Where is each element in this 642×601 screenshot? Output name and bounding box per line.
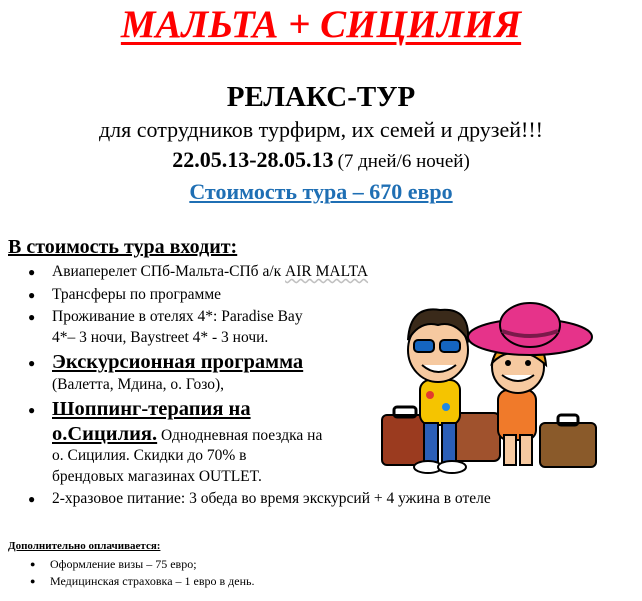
- list-item: [8, 556, 255, 573]
- bullet-icon: ●: [28, 310, 36, 324]
- dates-value: 22.05.13-28.05.13: [172, 147, 334, 172]
- flight-text: Авиаперелет СПб-Мальта-СПб а/к: [52, 263, 286, 280]
- boy-shirt: [420, 380, 460, 425]
- shopping-text-3: брендовых магазинах OUTLET.: [52, 467, 262, 485]
- shopping-text-1: Однодневная поездка на: [157, 426, 323, 444]
- hotel-line-1: Проживание в отелях 4*: Paradise Bay: [52, 308, 303, 325]
- bullet-icon: ●: [28, 287, 36, 302]
- bullet-icon: ●: [30, 559, 36, 569]
- audience-text: для сотрудников турфирм, их семей и друзей!!!: [98, 117, 544, 142]
- bullet-icon: ●: [30, 576, 36, 586]
- list-item: [8, 262, 608, 283]
- shopping-text-2: о. Сицилия. Скидки до 70% в: [52, 447, 247, 464]
- meals-text: 2-хразовое питание: 3 обеда во время экскурсий + 4 ужина в отеле: [52, 490, 491, 507]
- sunglasses-icon: [414, 340, 434, 352]
- extra-list: [8, 556, 255, 590]
- bullet-icon: ●: [28, 356, 36, 370]
- list-item: [8, 573, 255, 590]
- bullet-icon: ●: [28, 265, 36, 279]
- extra-heading: Дополнительно оплачивается:: [8, 540, 161, 552]
- shopping-title-2: о.Сицилия.: [52, 422, 158, 445]
- tour-subtitle: РЕЛАКС-ТУР: [226, 81, 416, 113]
- list-item: [8, 489, 608, 510]
- shopping-title-1: Шоппинг-терапия на: [52, 398, 251, 420]
- excursion-title: Экскурсионная программа: [52, 351, 304, 373]
- suitcase-right: [540, 423, 596, 467]
- excursion-places: (Валетта, Мдина, о. Гозо),: [52, 375, 225, 393]
- included-heading: В стоимость тура входит:: [8, 236, 238, 258]
- list-item: [8, 350, 372, 395]
- visa-text: Оформление визы – 75 евро;: [50, 557, 197, 571]
- insurance-text: Медицинская страховка – 1 евро в день.: [50, 574, 255, 588]
- tour-price-link[interactable]: Стоимость тура – 670 евро: [189, 179, 453, 204]
- tour-dates: [0, 145, 642, 178]
- hotel-line-2: 4*– 3 ночи, Baystreet 4* - 3 ночи.: [52, 328, 269, 346]
- airline-text: AIR MALTA: [285, 263, 369, 280]
- suitcase-left: [382, 415, 428, 465]
- bullet-icon: ●: [28, 403, 36, 417]
- duration-text: (7 дней/6 ночей): [337, 151, 470, 172]
- girl-dress: [498, 390, 536, 440]
- bullet-icon: ●: [28, 492, 36, 506]
- cartoon-tourists-illustration: [380, 295, 605, 475]
- list-item: [8, 397, 372, 487]
- page-title: МАЛЬТА + СИЦИЛИЯ: [120, 3, 522, 46]
- list-item: [8, 307, 372, 348]
- transfers-text: Трансферы по программе: [52, 285, 222, 303]
